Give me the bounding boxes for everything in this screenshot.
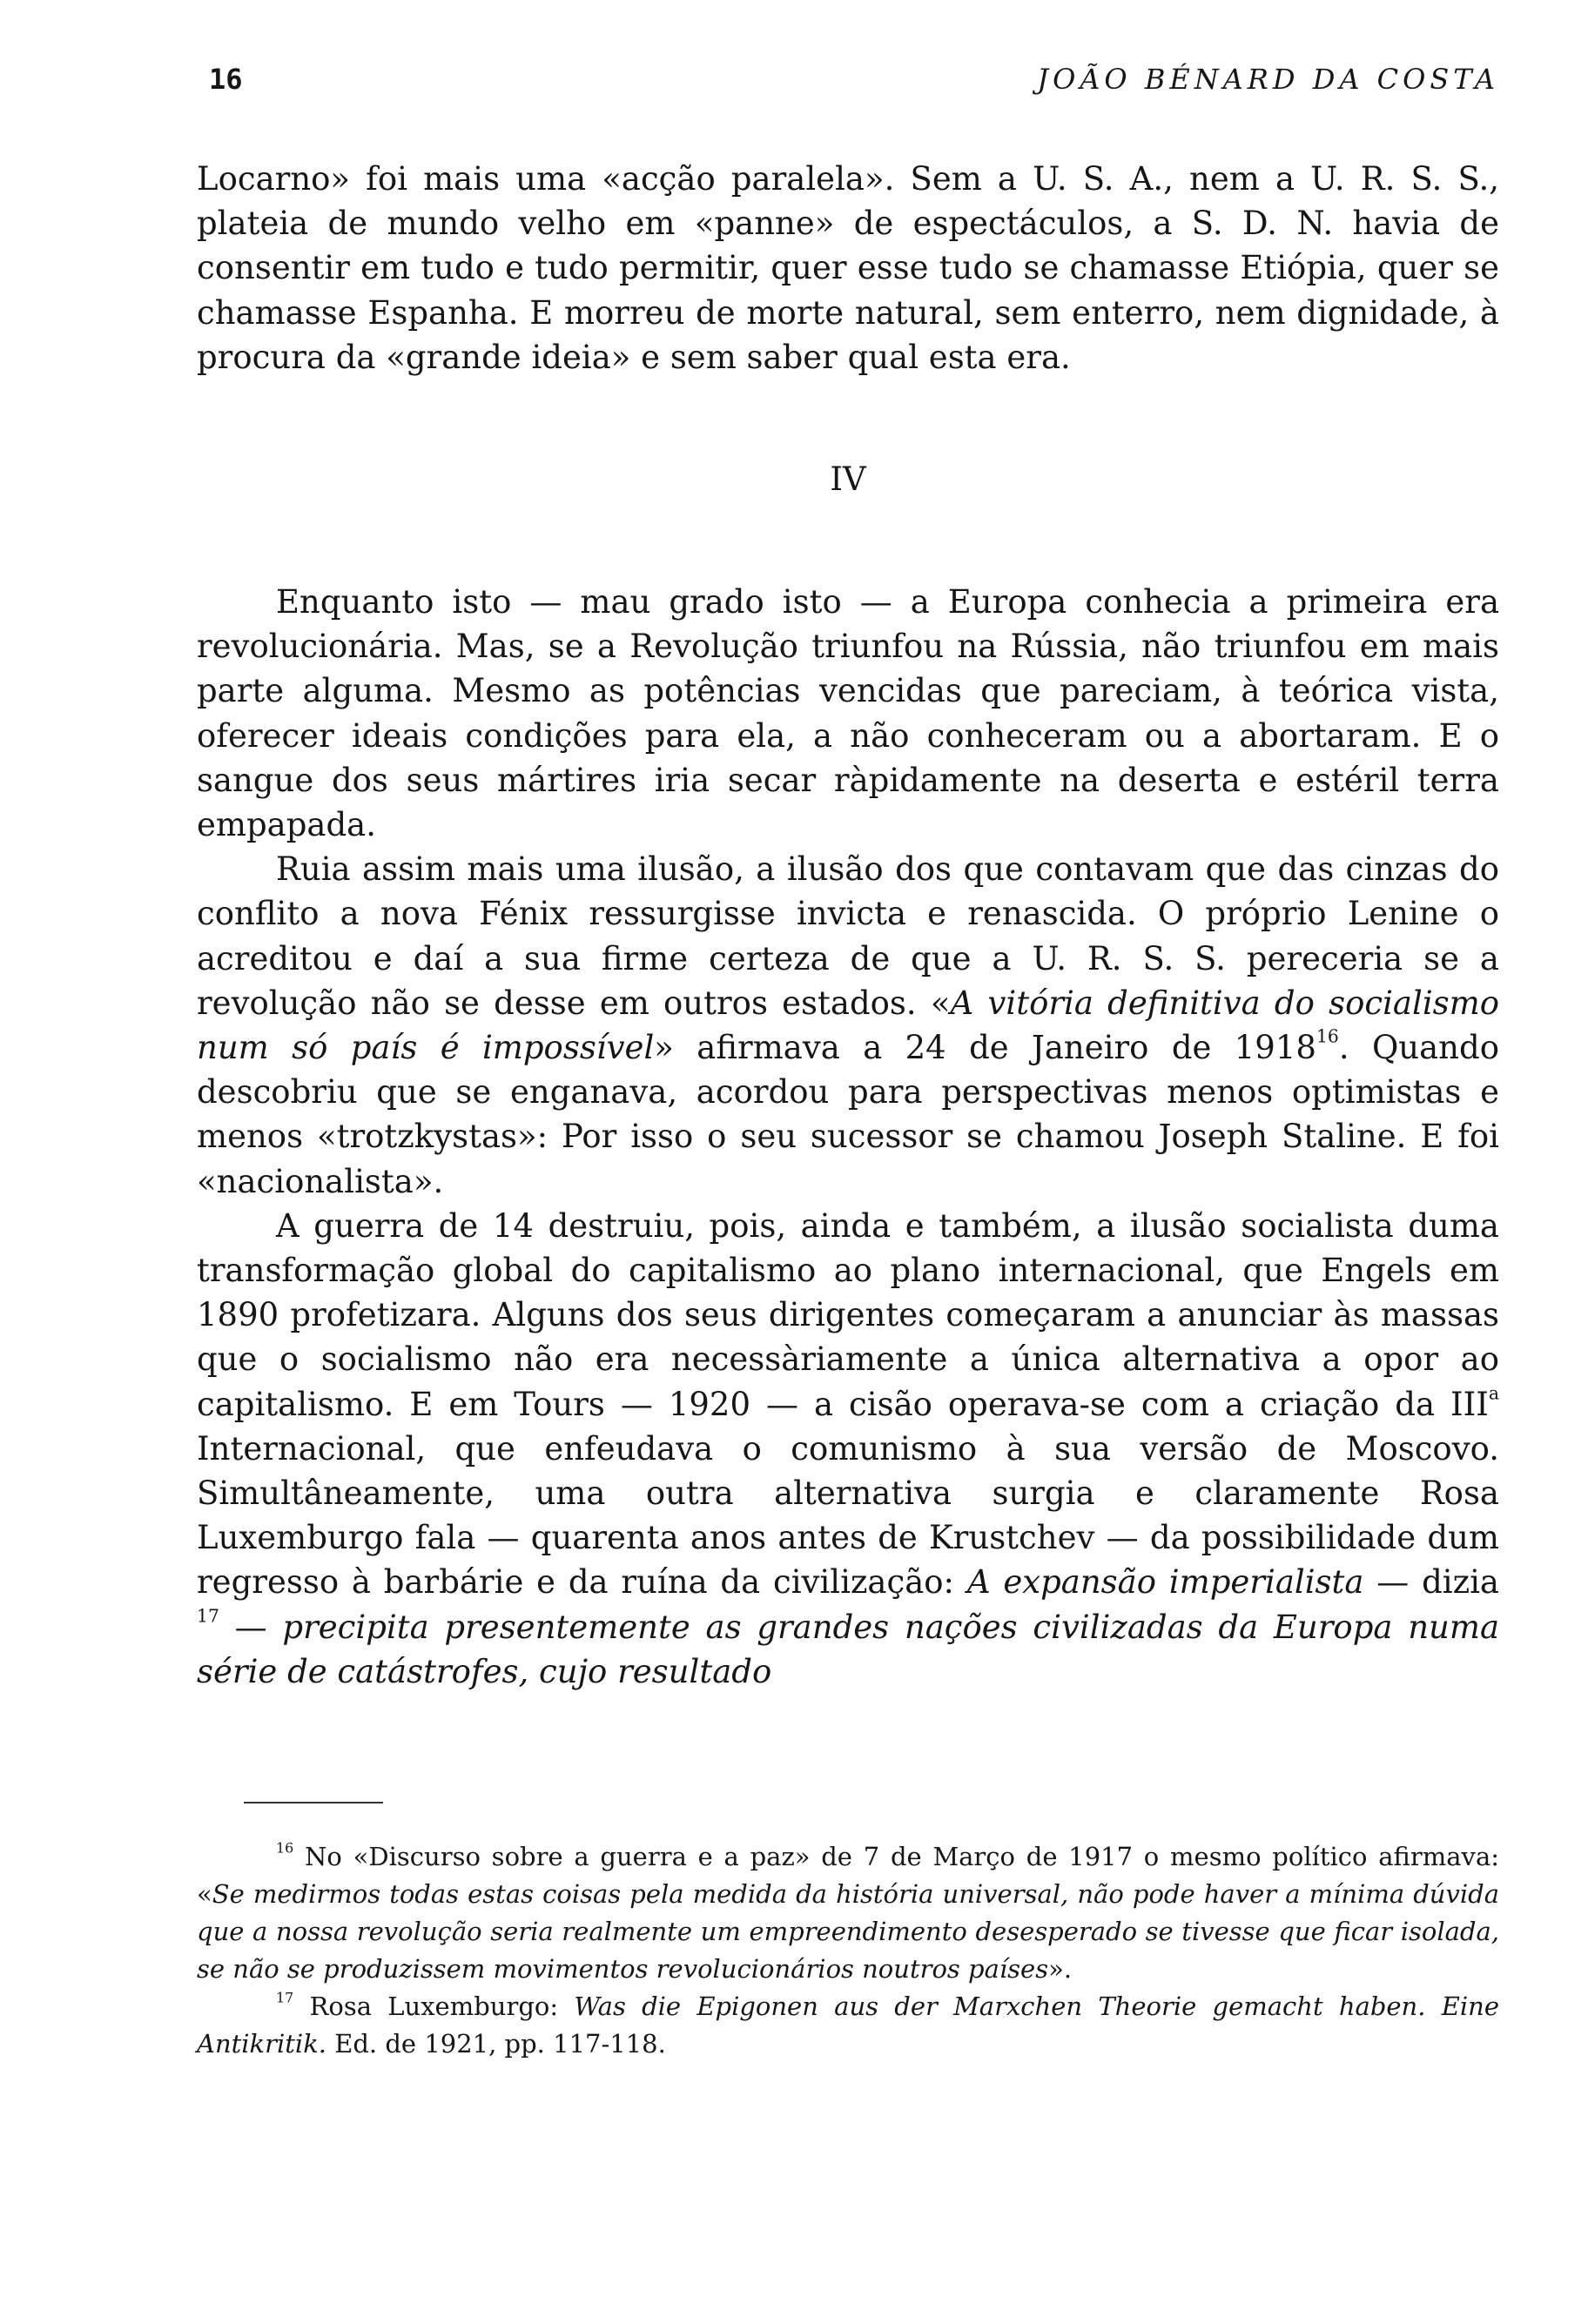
text-run: » afirmava a 24 de Janeiro de 1918: [654, 1029, 1316, 1067]
body-text: [197, 157, 1499, 1694]
paragraph: [197, 847, 1499, 1204]
paragraph: Enquanto isto — mau grado isto — a Europa conhecia a primeira era revolucionária. Mas, se a Revolução triunfou na Rússia, não triunfou em mais parte alguma. Mesmo as potências vencidas que pareciam, à teórica vista, oferecer ideais condições para ela, a não conheceram ou a abortaram. E o sangue dos seus mártires iria secar ràpidamente na deserta e estéril terra empapada.: [197, 583, 1499, 844]
italic-quote: Se medirmos todas estas coisas pela medida da história universal, não pode haver a mínima dúvida que a nossa revolução seria realmente um empreendimento desesperado se tivesse que ficar isolada, se não se produzissem movimentos revolucionários noutros países: [197, 1879, 1499, 1984]
text-run: Ruia assim mais uma ilusão, a ilusão dos que contavam que das cinzas do conflito a nova Fénix ressurgisse invicta e renascida. O próprio Lenine o acreditou e daí a sua firme certeza de que a U. R. S. S. pereceria se a revolução não se desse em outros estados. «: [197, 850, 1499, 1022]
paragraph: [197, 1204, 1499, 1694]
text-run: Ed. de 1921, pp. 117-118.: [326, 2029, 666, 2059]
footnote-separator: [244, 1802, 383, 1803]
text-run: . Quando descobriu que se enganava, acordou para perspectivas menos optimistas e menos «trotzkystas»: Por isso o seu sucessor se chamou Joseph Staline. E foi «nacionalista».: [197, 1029, 1499, 1200]
running-head: JOÃO BÉNARD DA COSTA: [1037, 63, 1499, 96]
page-header: [0, 63, 1588, 115]
text-run: Internacional, que enfeudava o comunismo à sua versão de Moscovo. Simultâneamente, uma outra alternativa surgia e claramente Rosa Luxemburgo fala — quarenta anos antes de Krustchev — da possibilidade dum regresso à barbárie e da ruína da civilização:: [197, 1429, 1499, 1602]
page-number: 16: [209, 63, 243, 96]
text-run: ».: [1048, 1954, 1073, 1984]
text-run: — dizia: [1363, 1563, 1499, 1602]
footnotes: [197, 1838, 1499, 2063]
footnote-reference: 16: [1315, 1025, 1339, 1047]
paragraph-continuation: Locarno» foi mais uma «acção paralela». Sem a U. S. A., nem a U. R. S. S., plateia de mundo velho em «panne» de espectáculos, a S. D. N. havia de consentir em tudo e tudo permitir, quer esse tudo se chamasse Etiópia, quer se chamasse Espanha. E morreu de morte natural, sem enterro, nem dignidade, à procura da «grande ideia» e sem saber qual esta era.: [197, 160, 1499, 376]
ordinal-superscript: a: [1488, 1382, 1499, 1404]
footnote-reference: 17: [197, 1605, 219, 1627]
italic-quote: A expansão imperialista: [966, 1563, 1364, 1602]
text-run: No «Discurso sobre a guerra e a paz» de 7 de Março de 1917 o mesmo político afirmava: «: [197, 1842, 1499, 1909]
italic-quote: A vitória definitiva do socialismo num só país é impossível: [197, 984, 1499, 1067]
footnote-marker: 16: [276, 1839, 294, 1857]
footnote-17: [197, 1988, 1499, 2063]
text-run: Rosa Luxemburgo:: [293, 1992, 575, 2021]
italic-title: Was die Epigonen aus der Marxchen Theorie gemacht haben. Eine Antikritik.: [197, 1992, 1499, 2059]
footnote-16: [197, 1838, 1499, 1988]
footnote-marker: 17: [276, 1989, 294, 2006]
italic-quote: precipita presentemente as grandes nações civilizadas da Europa numa série de catástrofes, cujo resultado: [197, 1608, 1500, 1690]
text-run: —: [219, 1608, 283, 1646]
section-heading: IV: [830, 460, 866, 499]
text-run: A guerra de 14 destruiu, pois, ainda e também, a ilusão socialista duma transformação global do capitalismo ao plano internacional, que Engels em 1890 profetizara. Alguns dos seus dirigentes começaram a anunciar às massas que o socialismo não era necessàriamente a única alternativa a opor ao capitalismo. E em Tours — 1920 — a cisão operava-se com a criação da III: [197, 1206, 1499, 1423]
